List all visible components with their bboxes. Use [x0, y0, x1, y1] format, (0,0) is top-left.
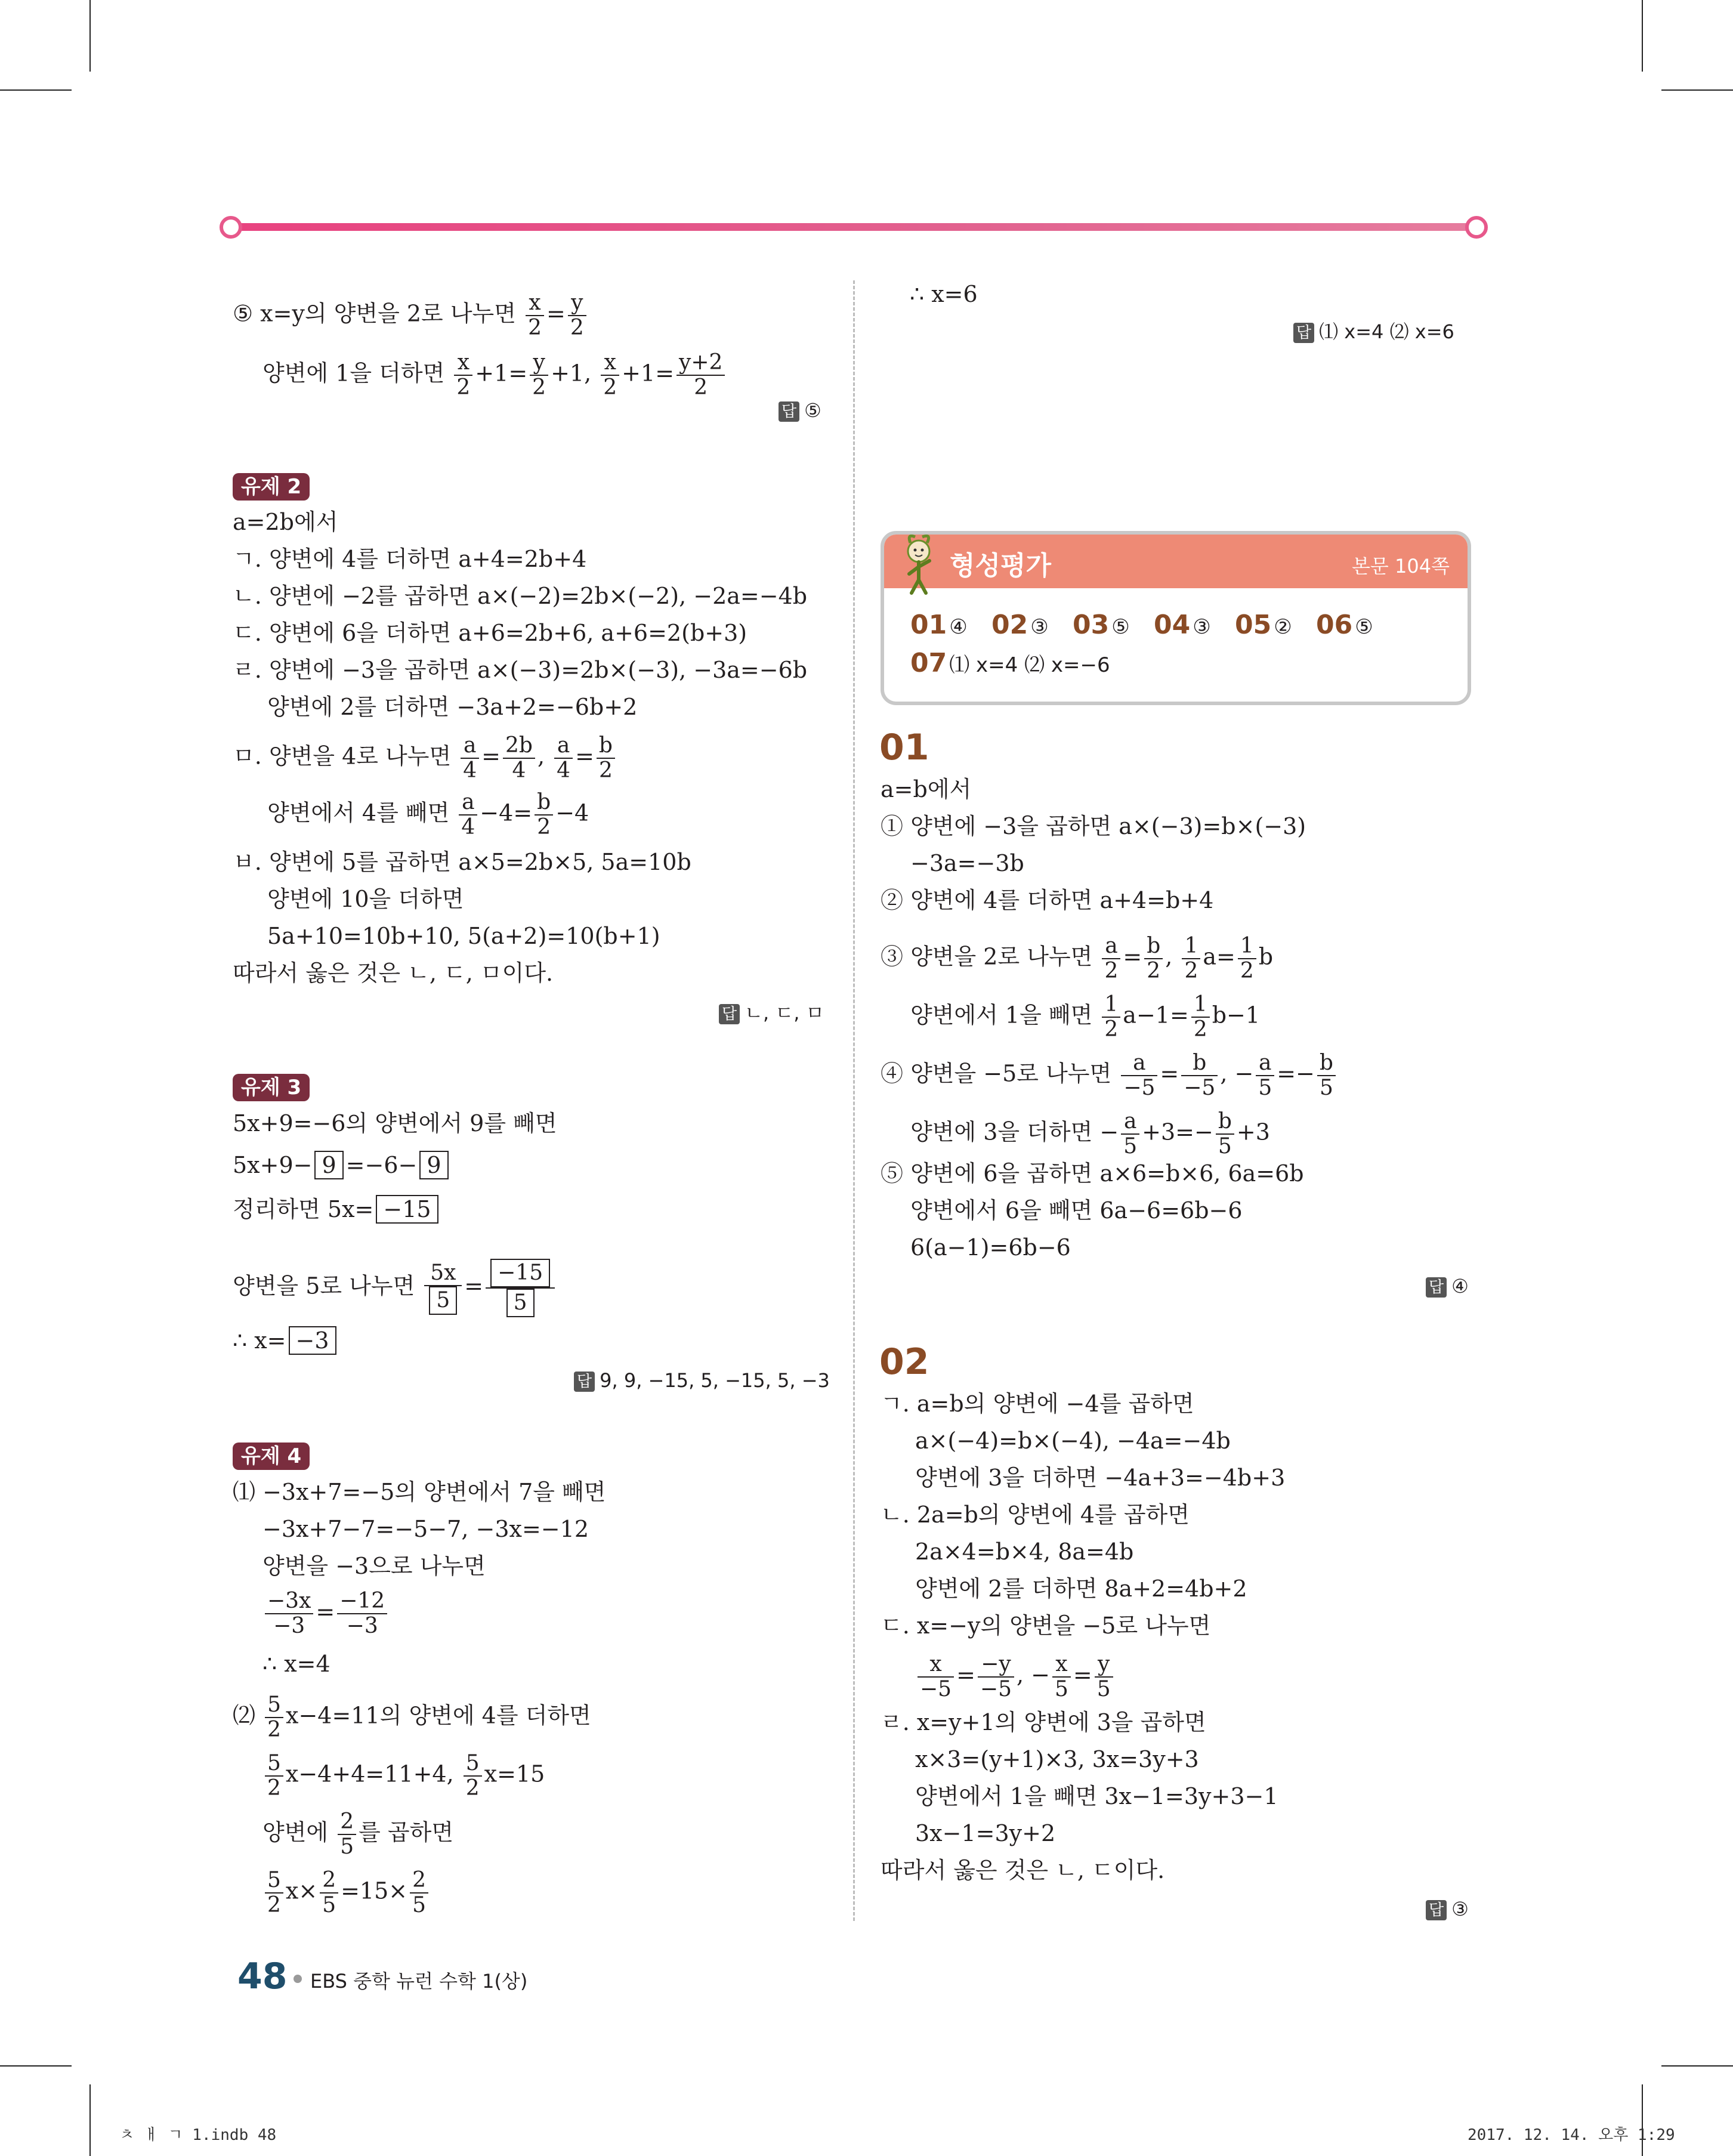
yuje4-line: −3x+7−7=−5−7, −3x=−12: [262, 1516, 589, 1542]
q02-line: 따라서 옳은 것은 ㄴ, ㄷ이다.: [881, 1857, 1165, 1883]
q02-line: 양변에서 1을 빼면 3x−1=3y+3−1: [915, 1783, 1278, 1809]
right-top-line: ∴ x=6: [910, 281, 978, 307]
q02-line: ㄴ. 2a=b의 양변에 4를 곱하면: [881, 1502, 1190, 1528]
yuje4-tag: 유제 4: [233, 1443, 310, 1470]
yuje2-answer: 답 ㄴ, ㄷ, ㅁ: [719, 1000, 824, 1026]
q02-answer: 답 ③: [1426, 1896, 1469, 1922]
crop-mark: [1661, 89, 1733, 91]
yuje2-line: ㄷ. 양변에 6을 더하면 a+6=2b+6, a+6=2(b+3): [233, 620, 747, 646]
crop-mark: [89, 2084, 91, 2156]
crop-mark: [89, 0, 91, 72]
q02-line: a×(−4)=b×(−4), −4a=−4b: [915, 1428, 1231, 1454]
yuje2-line: 5a+10=10b+10, 5(a+2)=10(b+1): [267, 923, 660, 949]
yuje2-line: 양변에 2를 더하면 −3a+2=−6b+2: [267, 694, 638, 720]
crop-mark: [1642, 0, 1643, 72]
q01-line: ② 양변에 4를 더하면 a+4=b+4: [881, 887, 1214, 913]
mascot-icon: [895, 531, 943, 597]
yuje4-line: 양변을 −3으로 나누면: [262, 1553, 486, 1579]
eval-item: 03 ⑤: [1073, 610, 1130, 640]
yuje4-line: $\frac{5}{2}$ x× $\frac{2}{5}$ =15× $\frac{2}{5}$: [262, 1868, 431, 1917]
yuje2-m-line: ㅁ. 양변을 4로 나누면 $\frac{a}{4}$ = $\frac{2b}{4}$ , $\frac{a}{4}$ = $\frac{b}{2}$: [233, 734, 617, 783]
q02-line: ㄱ. a=b의 양변에 −4를 곱하면: [881, 1391, 1194, 1417]
yuje3-line-2: 5x+9− 9 =−6− 9: [233, 1150, 451, 1180]
q02-line: 3x−1=3y+2: [915, 1820, 1056, 1846]
intro-line-1: ⑤ x=y의 양변을 2로 나누면 $\frac{x}{2}$ = $\frac{y}{2}$: [233, 291, 589, 340]
yuje2-line: a=2b에서: [233, 509, 338, 535]
q02-line: 양변에 2를 더하면 8a+2=4b+2: [915, 1576, 1247, 1602]
yuje4-line: $\frac{5}{2}$ x−4+4=11+4, $\frac{5}{2}$ x=15: [262, 1752, 545, 1800]
eval-item: 07 ⑴ x=4 ⑵ x=−6: [910, 648, 1110, 678]
question-02-number: 02: [879, 1341, 929, 1383]
yuje4-line: ⑴ −3x+7=−5의 양변에서 7을 빼면: [233, 1479, 606, 1505]
q01-frac-line: 양변에 3을 더하면 − $\frac{a}{5}$ +3=− $\frac{b}{5}$ +3: [910, 1109, 1270, 1159]
footer-bullet: [294, 1975, 302, 1983]
yuje2-line: 양변에 10을 더하면: [267, 886, 464, 912]
book-title: EBS 중학 뉴런 수학 1(상): [310, 1970, 528, 1993]
formative-assessment-page-ref: 본문 104쪽: [1352, 555, 1450, 577]
print-slug-date: 2017. 12. 14. 오후 1:29: [1468, 2126, 1675, 2144]
q02-line: ㄷ. x=−y의 양변을 −5로 나누면: [881, 1613, 1211, 1639]
yuje2-line: ㄱ. 양변에 4를 더하면 a+4=2b+4: [233, 546, 587, 572]
crop-mark: [0, 2065, 72, 2067]
crop-mark: [1661, 2065, 1733, 2067]
formative-assessment-title: 형성평가: [950, 551, 1052, 581]
yuje3-tag: 유제 3: [233, 1074, 310, 1101]
header-rule: [220, 216, 1488, 237]
yuje2-m2-line: 양변에서 4를 빼면 $\frac{a}{4}$ −4= $\frac{b}{2}$ −4: [267, 790, 589, 839]
q02-line: 양변에 3을 더하면 −4a+3=−4b+3: [915, 1465, 1286, 1491]
page-number: 48: [237, 1956, 288, 1997]
q01-line: ⑤ 양변에 6을 곱하면 a×6=b×6, 6a=6b: [881, 1160, 1304, 1187]
question-01-number: 01: [879, 727, 929, 768]
yuje3-line-5: ∴ x= −3: [233, 1326, 339, 1355]
crop-mark: [1642, 2084, 1643, 2156]
intro-line-2: 양변에 1을 더하면 $\frac{x}{2}$ +1= $\frac{y}{2}$ +1, $\frac{x}{2}$ +1= $\frac{y+2}{2}$: [262, 351, 727, 400]
q01-line: −3a=−3b: [910, 850, 1024, 876]
formative-assessment-box: [881, 531, 1471, 705]
q02-line: ㄹ. x=y+1의 양변에 3을 곱하면: [881, 1709, 1206, 1735]
q01-line: 6(a−1)=6b−6: [910, 1234, 1071, 1261]
q02-line: x×3=(y+1)×3, 3x=3y+3: [915, 1746, 1199, 1772]
yuje2-tag: 유제 2: [233, 473, 310, 501]
q01-answer: 답 ④: [1426, 1273, 1469, 1299]
q01-line: 양변에서 6을 빼면 6a−6=6b−6: [910, 1197, 1243, 1224]
q01-frac-line: ④ 양변을 −5로 나누면 $\frac{a}{-5}$ = $\frac{b}{-5}$ , − $\frac{a}{5}$ =− $\frac{b}{5}$: [881, 1051, 1338, 1100]
yuje4-line: 양변에 $\frac{2}{5}$ 를 곱하면: [262, 1809, 454, 1859]
q02-line: 2a×4=b×4, 8a=4b: [915, 1539, 1134, 1565]
right-top-answer: 답 ⑴ x=4 ⑵ x=6: [1293, 319, 1454, 345]
yuje3-line-1: 5x+9=−6의 양변에서 9를 빼면: [233, 1110, 557, 1136]
yuje2-line: ㄹ. 양변에 −3을 곱하면 a×(−3)=2b×(−3), −3a=−6b: [233, 657, 808, 683]
eval-item: 01 ④: [910, 610, 968, 640]
yuje2-line: ㅂ. 양변에 5를 곱하면 a×5=2b×5, 5a=10b: [233, 849, 691, 875]
yuje3-line-4: 양변을 5로 나누면 $\frac{5x}{5}$ = $\frac{-15}{5}$: [233, 1259, 557, 1317]
yuje3-answer: 답 9, 9, −15, 5, −15, 5, −3: [574, 1367, 830, 1394]
q01-line: a=b에서: [881, 776, 972, 802]
eval-item: 06 ⑤: [1316, 610, 1373, 640]
column-divider: [853, 280, 855, 1921]
intro-answer: 답 ⑤: [779, 397, 821, 424]
crop-mark: [0, 89, 72, 91]
q02-frac-line: $\frac{x}{-5}$ = $\frac{-y}{-5}$ , − $\frac{x}{5}$ = $\frac{y}{5}$: [915, 1652, 1116, 1701]
eval-item: 02 ③: [991, 610, 1049, 640]
yuje2-line: ㄴ. 양변에 −2를 곱하면 a×(−2)=2b×(−2), −2a=−4b: [233, 583, 808, 609]
yuje4-line: ∴ x=4: [262, 1651, 330, 1677]
q01-frac-line: 양변에서 1을 빼면 $\frac{1}{2}$ a−1= $\frac{1}{2}$ b−1: [910, 992, 1261, 1042]
yuje4-frac-line: $\frac{-3x}{-3}$ = $\frac{-12}{-3}$: [262, 1589, 390, 1638]
q01-frac-line: ③ 양변을 2로 나누면 $\frac{a}{2}$ = $\frac{b}{2}$ , $\frac{1}{2}$ a= $\frac{1}{2}$ b: [881, 934, 1274, 983]
yuje2-line: 따라서 옳은 것은 ㄴ, ㄷ, ㅁ이다.: [233, 960, 554, 986]
eval-item: 04 ③: [1154, 610, 1211, 640]
print-slug-file: ㅊ ㅐ ㄱ 1.indb 48: [119, 2126, 277, 2144]
yuje3-line-3: 정리하면 5x= −15: [233, 1194, 441, 1224]
formative-assessment-header: [884, 535, 1468, 588]
eval-item: 05 ②: [1235, 610, 1292, 640]
yuje4-line: ⑵ $\frac{5}{2}$ x−4=11의 양변에 4를 더하면: [233, 1692, 591, 1742]
q01-line: ① 양변에 −3을 곱하면 a×(−3)=b×(−3): [881, 813, 1306, 839]
